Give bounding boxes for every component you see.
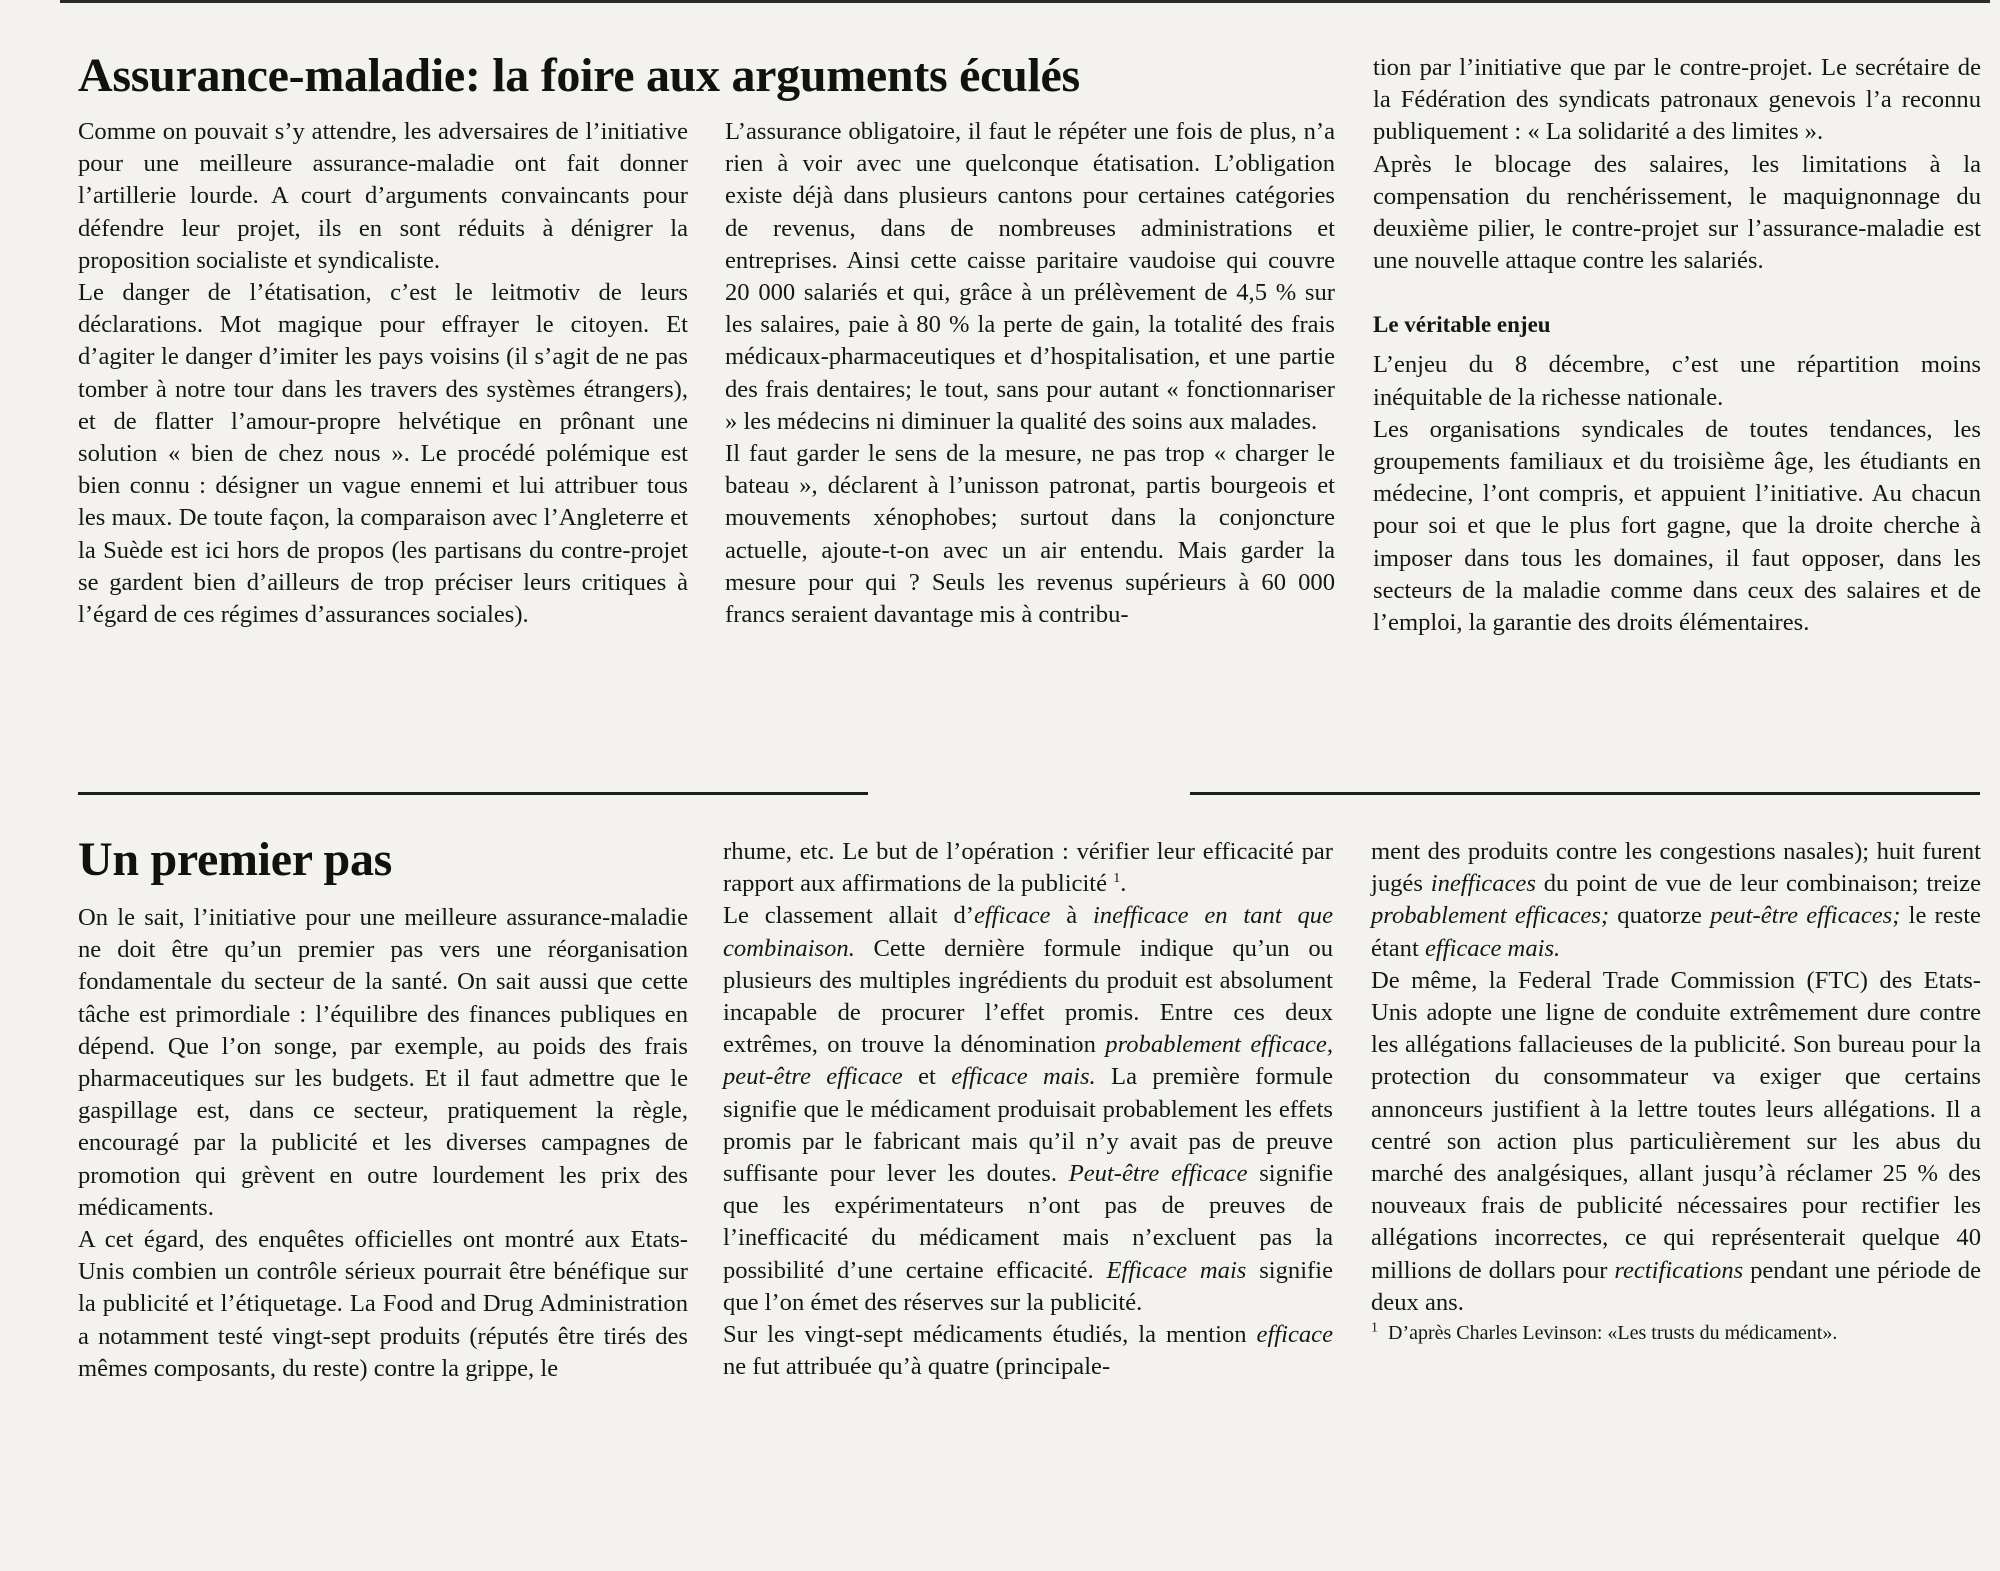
footnote: [1371, 1319, 1981, 1347]
article2-col2-paragraph-3: Sur les vingt-sept médicaments étudiés, la mention efficace ne fut attribuée qu’à quatre (principale-: [723, 1321, 1333, 1381]
article2-column-3: [1371, 836, 1981, 1347]
article1-column-1: [78, 116, 688, 631]
article2-col1-paragraph-1: On le sait, l’initiative pour une meilleure assurance-maladie ne doit être qu’un premier pas vers une réorganisation fondamentale du secteur de la santé. On sait aussi que cette tâche est primordiale : l’équilibre des finances publiques en dépend. Que l’on songe, par exemple, au poids des frais pharmaceutiques sur les budgets. Et il faut admettre que le gaspillage est, dans ce secteur, pratiquement la règle, encouragé par la publicité et les diverses campagnes de promotion qui grèvent en outre lourdement les prix des médicaments.: [78, 904, 688, 1221]
article2-col2-paragraph-2: Le classement allait d’efficace à inefficace en tant que combinaison. Cette dernière formule indique qu’un ou plusieurs des multiples ingrédients du produit est absolument incapable de procurer l’effet promis. Entre ces deux extrêmes, on trouve la dénomination probablement efficace, peut-être efficace et efficace mais. La première formule signifie que le médicament produisait probablement les effets promis par le fabricant mais qu’il n’y avait pas de preuve suffisante pour lever les doutes. Peut-être efficace signifie que les expérimentateurs n’ont pas de preuves de l’inefficacité du médicament mais n’excluent pas la possibilité d’une certaine efficacité. Efficace mais signifie que l’on émet des réserves sur la publicité.: [723, 902, 1333, 1316]
section-divider-left: [78, 792, 868, 795]
article2-column-2: [723, 836, 1333, 1383]
article1-col1-paragraph-2: Le danger de l’étatisation, c’est le leitmotiv de leurs déclarations. Mot magique pour effrayer le citoyen. Et d’agiter le danger d’imiter les pays voisins (il s’agit de ne pas tomber à notre tour dans les travers des systèmes étrangers), et de flatter l’amour-propre helvétique en prônant une solution « bien de chez nous ». Le procédé polémique est bien connu : désigner un vague ennemi et lui attribuer tous les maux. De toute façon, la comparaison avec l’Angleterre et la Suède est ici hors de propos (les partisans du contre-projet se gardent bien d’ailleurs de trop préciser leurs critiques à l’égard de ces régimes d’assurances sociales).: [78, 279, 688, 629]
article1-col3-paragraph-2: Après le blocage des salaires, les limitations à la compensation du renchérissement, le maquignonnage du deuxième pilier, le contre-projet sur l’assurance-maladie est une nouvelle attaque contre les salariés.: [1373, 150, 1981, 275]
footnote-number: 1: [1371, 1320, 1378, 1336]
article1-subheading: Le véritable enjeu: [1373, 312, 1551, 338]
article2-col3-paragraph-2: De même, la Federal Trade Commission (FTC) des Etats-Unis adopte une ligne de conduite extrêmement dure contre les allégations fallacieuses de la publicité. Son bureau pour la protection du consommateur va exiger que certains annonceurs justifient à la lettre toutes leurs allégations. Il a centré son action plus particulièrement sur les abus du marché des analgésiques, allant jusqu’à réclamer 25 % des nouveaux frais de publicité nécessaires pour rectifier les allégations incorrectes, ce qui représenterait quelque 40 millions de dollars pour rectifications pendant une période de deux ans.: [1371, 966, 1981, 1316]
top-border-rule: [60, 0, 1990, 3]
article1-title: Assurance-maladie: la foire aux arguments éculés: [78, 49, 1080, 102]
article2-col3-paragraph-1: ment des produits contre les congestions nasales); huit furent jugés inefficaces du point de vue de leur combinaison; treize probablement efficaces; quatorze peut-être efficaces; le reste étant efficace mais.: [1371, 838, 1981, 962]
article1-column-2: [725, 116, 1335, 631]
article1-col3-paragraph-1: tion par l’initiative que par le contre-projet. Le secrétaire de la Fédération des syndicats patronaux genevois l’a reconnu publiquement : « La solidarité a des limites ».: [1373, 54, 1981, 146]
article1-col1-paragraph-1: Comme on pouvait s’y attendre, les adversaires de l’initiative pour une meilleure assurance-maladie ont fait donner l’artillerie lourde. A court d’arguments convaincants pour défendre leur projet, ils en sont réduits à dénigrer la proposition socialiste et syndicaliste.: [78, 118, 688, 274]
article2-col2-paragraph-1: rhume, etc. Le but de l’opération : vérifier leur efficacité par rapport aux affirmations de la publicité $^1$.: [723, 838, 1333, 898]
article1-col3-paragraph-3: L’enjeu du 8 décembre, c’est une répartition moins inéquitable de la richesse nationale.: [1373, 351, 1981, 411]
section-divider-right: [1190, 792, 1980, 795]
article2-column-1: [78, 902, 688, 1385]
article2-col1-paragraph-2: A cet égard, des enquêtes officielles ont montré aux Etats-Unis combien un contrôle sérieux pourrait être bénéfique sur la publicité et l’étiquetage. La Food and Drug Administration a notamment testé vingt-sept produits (réputés être tirés des mêmes composants, du reste) contre la grippe, le: [78, 1226, 688, 1382]
article1-col3-paragraph-4: Les organisations syndicales de toutes tendances, les groupements familiaux et du troisième âge, les étudiants en médecine, l’ont compris, et appuient l’initiative. Au chacun pour soi et que le plus fort gagne, que la droite cherche à imposer dans tous les domaines, il faut opposer, dans les secteurs de la maladie comme dans ceux des salaires et de l’emploi, la garantie des droits élémentaires.: [1373, 415, 1981, 637]
article1-col2-paragraph-1: L’assurance obligatoire, il faut le répéter une fois de plus, n’a rien à voir avec une quelconque étatisation. L’obligation existe déjà dans plusieurs cantons pour certaines catégories de revenus, dans de nombreuses administrations et entreprises. Ainsi cette caisse paritaire vaudoise qui couvre 20 000 salariés et qui, grâce à un prélèvement de 4,5 % sur les salaires, paie à 80 % la perte de gain, la totalité des frais médicaux-pharmaceutiques et d’hospitalisation, et une partie des frais dentaires; le tout, sans pour autant « fonctionnariser » les médecins ni diminuer la qualité des soins aux malades.: [725, 118, 1335, 435]
footnote-marker: 1: [1113, 871, 1121, 887]
article2-title: Un premier pas: [78, 833, 393, 886]
article1-column-3: [1373, 52, 1981, 639]
article1-col2-paragraph-2: Il faut garder le sens de la mesure, ne pas trop « charger le bateau », déclarent à l’unisson patronat, partis bourgeois et mouvements xénophobes; surtout dans la conjoncture actuelle, ajoute-t-on avec un air entendu. Mais garder la mesure pour qui ? Seuls les revenus supérieurs à 60 000 francs seraient davantage mis à contribu-: [725, 440, 1335, 629]
footnote-text: D’après Charles Levinson: «Les trusts du médicament».: [1388, 1322, 1838, 1345]
